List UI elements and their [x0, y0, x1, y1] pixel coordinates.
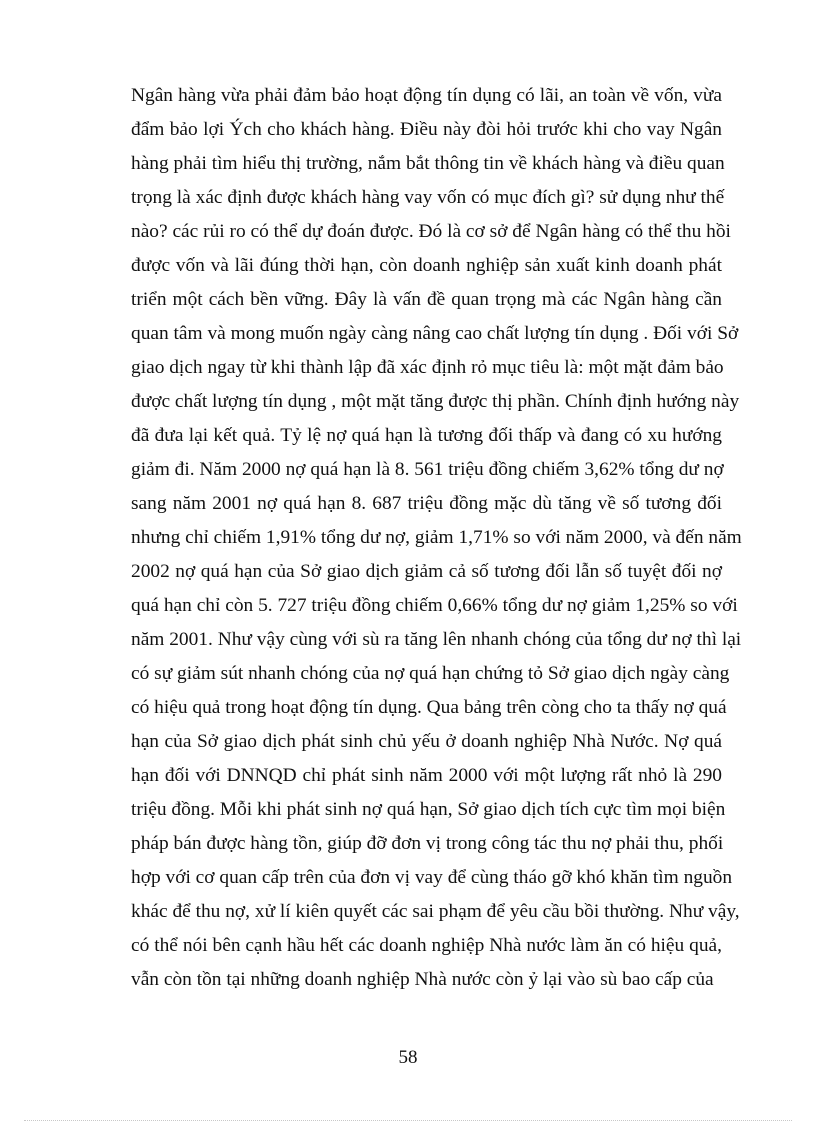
paragraph-line: hàng phải tìm hiểu thị trường, nắm bắt thông tin về khách hàng và điều quan: [131, 153, 725, 174]
paragraph-line: khác để thu nợ, xử lí kiên quyết các sai phạm để yêu cầu bồi thường. Như vậy,: [131, 901, 740, 922]
paragraph-line: nào? các rủi ro có thể dự đoán được. Đó là cơ sở để Ngân hàng có thể thu hồi: [131, 221, 731, 242]
page-bottom-border: [24, 1120, 792, 1121]
page-number: 58: [398, 1047, 418, 1068]
paragraph-line: trọng là xác định được khách hàng vay vốn có mục đích gì? sử dụng như thế: [131, 187, 725, 208]
paragraph-line: có hiệu quả trong hoạt động tín dụng. Qua bảng trên còng cho ta thấy nợ quá: [131, 697, 727, 718]
paragraph-line: được chất lượng tín dụng , một mặt tăng được thị phần. Chính định hướng này: [131, 391, 740, 412]
paragraph-line: đã đưa lại kết quả. Tỷ lệ nợ quá hạn là tương đối thấp và đang có xu hướng: [131, 425, 722, 446]
paragraph-line: giảm đi. Năm 2000 nợ quá hạn là 8. 561 triệu đồng chiếm 3,62% tổng dư nợ: [131, 459, 724, 480]
paragraph-line: nhưng chỉ chiếm 1,91% tổng dư nợ, giảm 1,71% so với năm 2000, và đến năm: [131, 527, 742, 548]
paragraph-line: pháp bán được hàng tồn, giúp đỡ đơn vị trong công tác thu nợ phải thu, phối: [131, 833, 724, 854]
paragraph-line: giao dịch ngay từ khi thành lập đã xác định rỏ mục tiêu là: một mặt đảm bảo: [131, 357, 724, 378]
paragraph-line: quá hạn chỉ còn 5. 727 triệu đồng chiếm 0,66% tổng dư nợ giảm 1,25% so với: [131, 595, 738, 616]
paragraph-line: có sự giảm sút nhanh chóng của nợ quá hạn chứng tỏ Sở giao dịch ngày càng: [131, 663, 730, 684]
paragraph-line: năm 2001. Như vậy cùng với sù ra tăng lên nhanh chóng của tổng dư nợ thì lại: [131, 629, 742, 650]
paragraph-line: đẩm bảo lợi Ých cho khách hàng. Điều này đòi hỏi trước khi cho vay Ngân: [131, 119, 722, 140]
paragraph-line: có thể nói bên cạnh hầu hết các doanh nghiệp Nhà nước làm ăn có hiệu quả,: [131, 935, 722, 956]
paragraph-line: triển một cách bền vững. Đây là vấn đề quan trọng mà các Ngân hàng cần: [131, 289, 722, 310]
paragraph-line: triệu đồng. Mỗi khi phát sinh nợ quá hạn, Sở giao dịch tích cực tìm mọi biện: [131, 799, 726, 820]
paragraph-line: hạn đối với DNNQD chỉ phát sinh năm 2000 với một lượng rất nhỏ là 290: [131, 765, 722, 786]
paragraph-line: 2002 nợ quá hạn của Sở giao dịch giảm cả số tương đối lẫn số tuyệt đối nợ: [131, 561, 722, 582]
paragraph-line: được vốn và lãi đúng thời hạn, còn doanh nghiệp sản xuất kinh doanh phát: [131, 255, 722, 276]
paragraph-line: quan tâm và mong muốn ngày càng nâng cao chất lượng tín dụng . Đối với Sở: [131, 323, 739, 344]
paragraph-line: hạn của Sở giao dịch phát sinh chủ yếu ở doanh nghiệp Nhà Nước. Nợ quá: [131, 731, 722, 752]
paragraph-line: Ngân hàng vừa phải đảm bảo hoạt động tín dụng có lãi, an toàn về vốn, vừa: [131, 85, 722, 106]
paragraph-line: vẫn còn tồn tại những doanh nghiệp Nhà nước còn ỷ lại vào sù bao cấp của: [131, 969, 714, 990]
paragraph-line: hợp với cơ quan cấp trên của đơn vị vay để cùng tháo gỡ khó khăn tìm nguồn: [131, 867, 733, 888]
paragraph-line: sang năm 2001 nợ quá hạn 8. 687 triệu đồng mặc dù tăng về số tương đối: [131, 493, 722, 514]
